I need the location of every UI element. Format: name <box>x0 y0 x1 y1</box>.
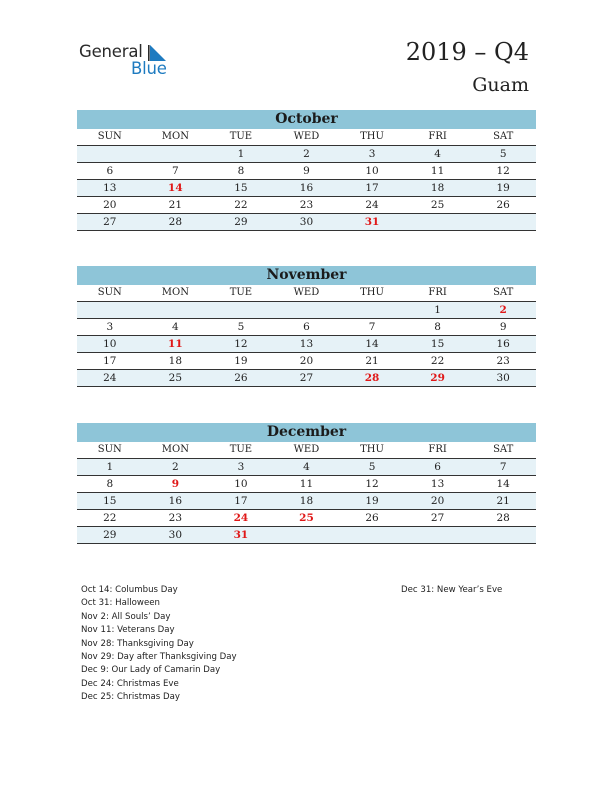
day-cell: 28 <box>143 214 209 231</box>
day-cell: 21 <box>470 493 536 510</box>
day-cell: 19 <box>208 353 274 370</box>
day-cell: 16 <box>274 180 340 197</box>
week-row <box>77 527 536 544</box>
day-cell: 24 <box>339 197 405 214</box>
day-cell: 2 <box>274 146 340 163</box>
day-cell: 22 <box>405 353 471 370</box>
day-cell: 22 <box>77 510 143 527</box>
week-row <box>77 214 536 231</box>
holiday-note: Dec 9: Our Lady of Camarin Day <box>81 665 221 676</box>
day-cell: 29 <box>405 370 471 387</box>
day-cell: 31 <box>339 214 405 231</box>
weekday-header: MON <box>143 442 209 459</box>
calendar-grid <box>77 129 536 231</box>
day-cell: 25 <box>143 370 209 387</box>
week-row <box>77 180 536 197</box>
day-cell: 7 <box>143 163 209 180</box>
holiday-note: Dec 24: Christmas Eve <box>81 678 179 689</box>
day-cell: 3 <box>208 459 274 476</box>
day-cell: 12 <box>208 336 274 353</box>
day-cell: 10 <box>208 476 274 493</box>
calendar-grid <box>77 285 536 387</box>
weekday-header: SAT <box>470 129 536 146</box>
day-cell: 25 <box>405 197 471 214</box>
brand-blue-text: Blue <box>131 59 167 78</box>
brand-logo <box>79 42 189 80</box>
weekday-header: TUE <box>208 285 274 302</box>
day-cell: 6 <box>405 459 471 476</box>
day-cell: 1 <box>208 146 274 163</box>
day-cell: 26 <box>470 197 536 214</box>
day-cell: 29 <box>77 527 143 544</box>
week-row <box>77 459 536 476</box>
day-cell: 30 <box>143 527 209 544</box>
day-cell: 3 <box>339 146 405 163</box>
day-cell: 8 <box>208 163 274 180</box>
day-cell: 20 <box>274 353 340 370</box>
weekday-header: WED <box>274 129 340 146</box>
day-cell: 27 <box>77 214 143 231</box>
day-cell: 19 <box>339 493 405 510</box>
week-row <box>77 302 536 319</box>
day-cell: 5 <box>208 319 274 336</box>
day-cell: 16 <box>143 493 209 510</box>
weekday-header: SUN <box>77 442 143 459</box>
day-cell: 17 <box>208 493 274 510</box>
month-name: December <box>77 423 536 442</box>
weekday-header: SAT <box>470 285 536 302</box>
week-row <box>77 319 536 336</box>
day-cell: 1 <box>77 459 143 476</box>
day-cell: 9 <box>274 163 340 180</box>
day-cell: 10 <box>339 163 405 180</box>
empty-day-cell <box>274 527 340 544</box>
month-calendar-december <box>77 423 536 544</box>
day-cell: 4 <box>405 146 471 163</box>
week-row <box>77 146 536 163</box>
empty-day-cell <box>143 146 209 163</box>
day-cell: 30 <box>274 214 340 231</box>
empty-day-cell <box>470 214 536 231</box>
holiday-note: Nov 28: Thanksgiving Day <box>81 638 194 649</box>
day-cell: 5 <box>470 146 536 163</box>
week-row <box>77 476 536 493</box>
empty-day-cell <box>339 527 405 544</box>
day-cell: 5 <box>339 459 405 476</box>
day-cell: 18 <box>274 493 340 510</box>
page-subtitle: Guam <box>472 74 529 96</box>
day-cell: 20 <box>77 197 143 214</box>
weekday-header: THU <box>339 285 405 302</box>
day-cell: 21 <box>339 353 405 370</box>
holiday-list <box>81 584 237 705</box>
day-cell: 8 <box>405 319 471 336</box>
week-row <box>77 197 536 214</box>
weekday-header: FRI <box>405 129 471 146</box>
empty-day-cell <box>208 302 274 319</box>
weekday-header: THU <box>339 129 405 146</box>
day-cell: 11 <box>274 476 340 493</box>
month-calendar-october <box>77 110 536 231</box>
holiday-list-secondary <box>401 584 502 597</box>
day-cell: 17 <box>339 180 405 197</box>
day-cell: 21 <box>143 197 209 214</box>
empty-day-cell <box>274 302 340 319</box>
empty-day-cell <box>405 527 471 544</box>
day-cell: 12 <box>339 476 405 493</box>
weekday-header: MON <box>143 129 209 146</box>
day-cell: 4 <box>143 319 209 336</box>
day-cell: 19 <box>470 180 536 197</box>
brand-general-text: General <box>79 42 143 61</box>
day-cell: 7 <box>339 319 405 336</box>
day-cell: 28 <box>339 370 405 387</box>
weekday-header: WED <box>274 285 340 302</box>
empty-day-cell <box>77 146 143 163</box>
day-cell: 6 <box>274 319 340 336</box>
day-cell: 27 <box>274 370 340 387</box>
holiday-note: Nov 29: Day after Thanksgiving Day <box>81 651 237 662</box>
calendar-grid <box>77 442 536 544</box>
day-cell: 1 <box>405 302 471 319</box>
day-cell: 22 <box>208 197 274 214</box>
day-cell: 14 <box>143 180 209 197</box>
week-row <box>77 510 536 527</box>
day-cell: 9 <box>143 476 209 493</box>
weekday-header: SUN <box>77 285 143 302</box>
month-calendar-november <box>77 266 536 387</box>
day-cell: 23 <box>143 510 209 527</box>
holiday-note: Oct 31: Halloween <box>81 598 160 609</box>
empty-day-cell <box>339 302 405 319</box>
weekday-header: SUN <box>77 129 143 146</box>
day-cell: 30 <box>470 370 536 387</box>
day-cell: 17 <box>77 353 143 370</box>
day-cell: 14 <box>339 336 405 353</box>
week-row <box>77 336 536 353</box>
week-row <box>77 370 536 387</box>
day-cell: 25 <box>274 510 340 527</box>
day-cell: 28 <box>470 510 536 527</box>
page-title: 2019 – Q4 <box>405 38 529 66</box>
holiday-note: Dec 25: Christmas Day <box>81 692 180 703</box>
day-cell: 27 <box>405 510 471 527</box>
day-cell: 13 <box>77 180 143 197</box>
day-cell: 13 <box>274 336 340 353</box>
day-cell: 11 <box>405 163 471 180</box>
day-cell: 3 <box>77 319 143 336</box>
day-cell: 14 <box>470 476 536 493</box>
day-cell: 7 <box>470 459 536 476</box>
holiday-note: Nov 2: All Souls’ Day <box>81 611 171 622</box>
day-cell: 15 <box>405 336 471 353</box>
weekday-header: WED <box>274 442 340 459</box>
day-cell: 16 <box>470 336 536 353</box>
day-cell: 2 <box>470 302 536 319</box>
empty-day-cell <box>405 214 471 231</box>
day-cell: 29 <box>208 214 274 231</box>
day-cell: 23 <box>470 353 536 370</box>
weekday-header: TUE <box>208 129 274 146</box>
day-cell: 4 <box>274 459 340 476</box>
weekday-header: FRI <box>405 285 471 302</box>
day-cell: 15 <box>208 180 274 197</box>
empty-day-cell <box>470 527 536 544</box>
day-cell: 13 <box>405 476 471 493</box>
weekday-header: TUE <box>208 442 274 459</box>
day-cell: 24 <box>208 510 274 527</box>
day-cell: 9 <box>470 319 536 336</box>
day-cell: 11 <box>143 336 209 353</box>
week-row <box>77 163 536 180</box>
month-name: November <box>77 266 536 285</box>
day-cell: 8 <box>77 476 143 493</box>
weekday-header: MON <box>143 285 209 302</box>
day-cell: 15 <box>77 493 143 510</box>
day-cell: 2 <box>143 459 209 476</box>
day-cell: 31 <box>208 527 274 544</box>
day-cell: 24 <box>77 370 143 387</box>
day-cell: 26 <box>208 370 274 387</box>
day-cell: 6 <box>77 163 143 180</box>
day-cell: 18 <box>143 353 209 370</box>
day-cell: 26 <box>339 510 405 527</box>
month-name: October <box>77 110 536 129</box>
weekday-header: SAT <box>470 442 536 459</box>
holiday-note: Dec 31: New Year’s Eve <box>401 585 503 595</box>
weekday-header: THU <box>339 442 405 459</box>
empty-day-cell <box>77 302 143 319</box>
empty-day-cell <box>143 302 209 319</box>
week-row <box>77 353 536 370</box>
holiday-note: Oct 14: Columbus Day <box>81 585 178 595</box>
holiday-note: Nov 11: Veterans Day <box>81 625 175 636</box>
day-cell: 20 <box>405 493 471 510</box>
weekday-header: FRI <box>405 442 471 459</box>
day-cell: 23 <box>274 197 340 214</box>
day-cell: 10 <box>77 336 143 353</box>
day-cell: 18 <box>405 180 471 197</box>
week-row <box>77 493 536 510</box>
day-cell: 12 <box>470 163 536 180</box>
